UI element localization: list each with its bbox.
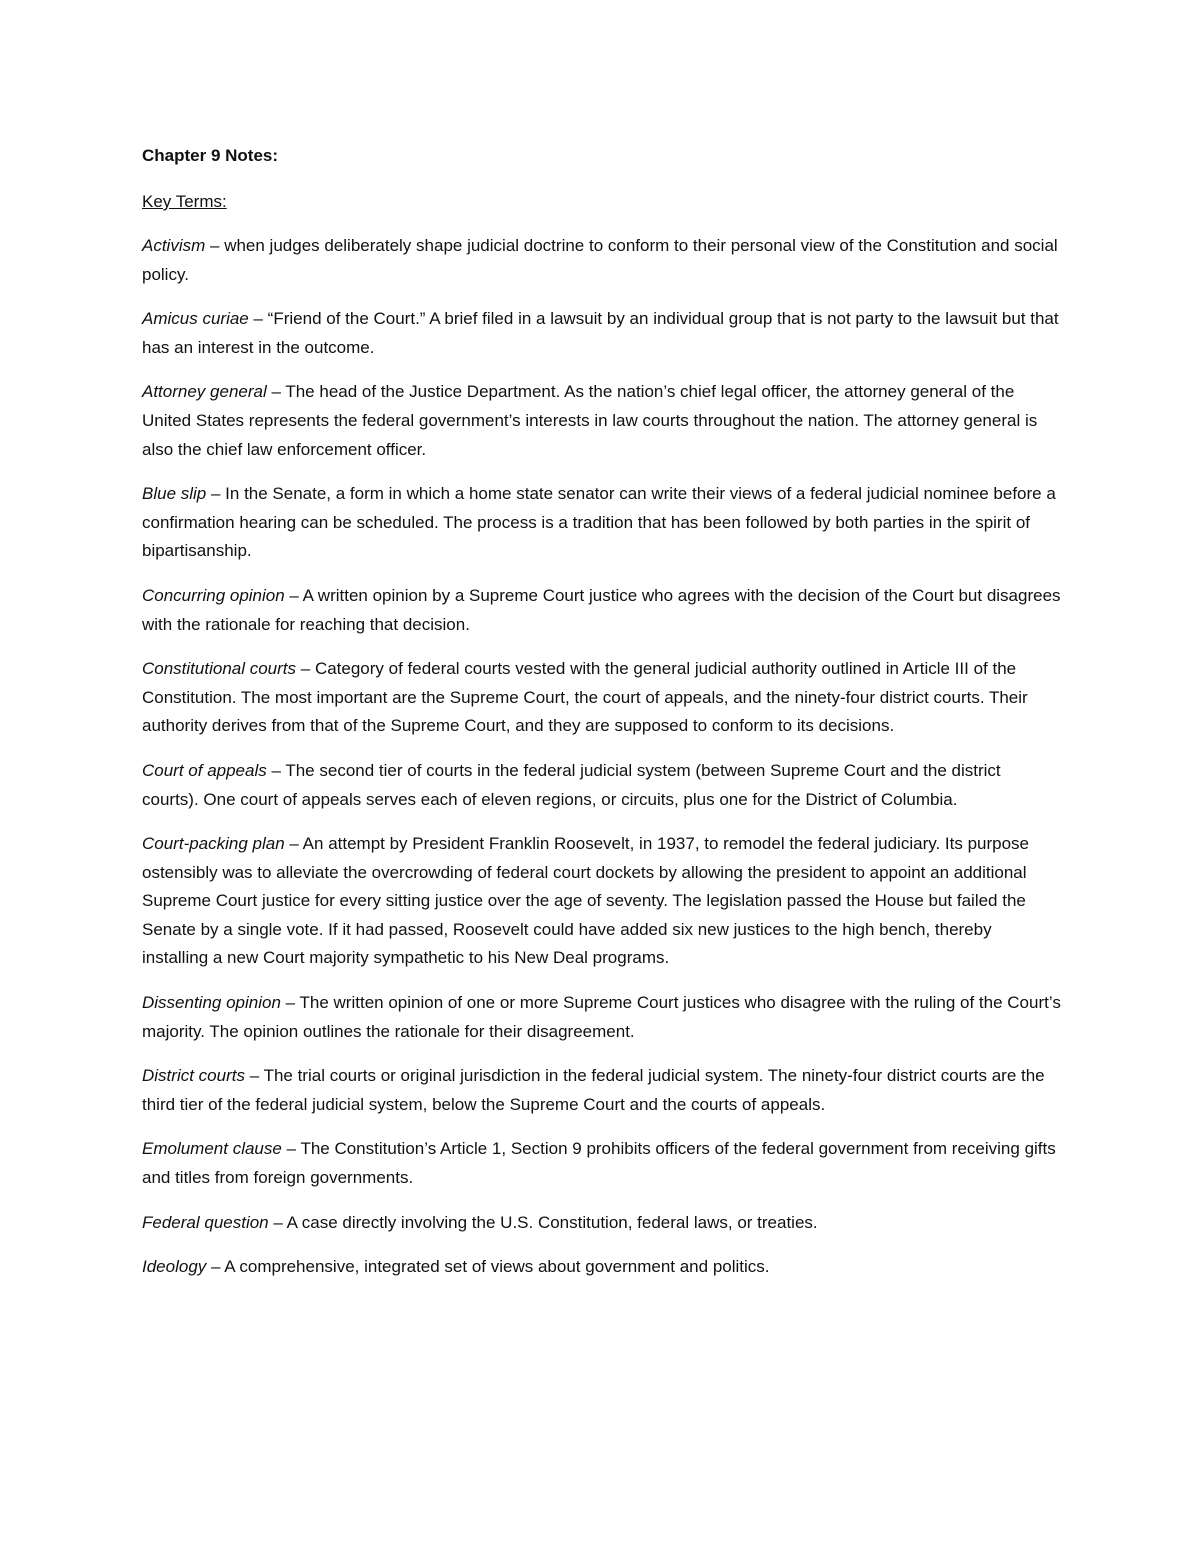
term-name: District courts <box>142 1066 245 1086</box>
term-name: Attorney general <box>142 382 267 402</box>
term-definition: A comprehensive, integrated set of views about government and politics. <box>224 1257 770 1277</box>
term-entry <box>142 305 1062 362</box>
term-definition: The written opinion of one or more Supreme Court justices who disagree with the ruling of the Court’s majority. The opinion outlines the rationale for their disagreement. <box>142 993 1061 1041</box>
term-entry <box>142 757 1062 814</box>
term-separator: – <box>206 1257 225 1277</box>
term-definition: An attempt by President Franklin Roosevelt, in 1937, to remodel the federal judiciary. Its purpose ostensibly was to alleviate the overcrowding of federal court dockets by allowing the president to appoint an additional Supreme Court justice for every sitting justice over the age of seventy. The legislation passed the House but failed the Senate by a single vote. If it had passed, Roosevelt could have added six new justices to the high bench, thereby installing a new Court majority sympathetic to his New Deal programs. <box>142 834 1030 968</box>
term-entry <box>142 655 1062 741</box>
term-name: Constitutional courts <box>142 659 297 679</box>
term-entry <box>142 989 1062 1046</box>
term-definition: The head of the Justice Department. As the nation’s chief legal officer, the attorney general of the United States represents the federal government’s interests in law courts throughout the nation. The attorney general is also the chief law enforcement officer. <box>142 382 1038 459</box>
term-name: Amicus curiae <box>142 309 249 329</box>
document-page <box>142 142 1062 1298</box>
term-entry <box>142 582 1062 639</box>
term-definition: The second tier of courts in the federal judicial system (between Supreme Court and the district courts). One court of appeals serves each of eleven regions, or circuits, plus one for the District of Columbia. <box>142 760 1001 809</box>
term-separator: – <box>266 760 286 780</box>
term-definition: The Constitution’s Article 1, Section 9 prohibits officers of the federal government from receiving gifts and titles from foreign governments. <box>142 1139 1056 1188</box>
term-separator: – <box>281 1139 301 1159</box>
term-entry <box>142 1253 1062 1282</box>
term-entry <box>142 378 1062 464</box>
term-separator: – <box>284 834 303 854</box>
section-heading: Key Terms: <box>142 192 227 211</box>
term-separator: – <box>206 484 226 504</box>
term-entry <box>142 830 1062 973</box>
document-title: Chapter 9 Notes: <box>142 146 279 165</box>
term-separator: – <box>266 382 286 402</box>
term-separator: – <box>205 236 225 255</box>
term-name: Court of appeals <box>142 760 267 780</box>
term-separator: – <box>248 309 268 329</box>
term-definition: A case directly involving the U.S. Constitution, federal laws, or treaties. <box>286 1212 818 1232</box>
term-definition: “Friend of the Court.” A brief filed in a lawsuit by an individual group that is not party to the lawsuit but that has an interest in the outcome. <box>142 309 1059 357</box>
term-name: Blue slip <box>142 484 207 504</box>
term-entry <box>142 1135 1062 1192</box>
term-name: Federal question <box>142 1212 269 1232</box>
term-definition: when judges deliberately shape judicial doctrine to conform to their personal view of the Constitution and social policy. <box>142 236 1058 284</box>
term-definition: Category of federal courts vested with the general judicial authority outlined in Article III of the Constitution. The most important are the Supreme Court, the court of appeals, and the ninety-four district courts. Their authority derives from that of the Supreme Court, and they are supposed to conform to its decisions. <box>142 659 1028 736</box>
term-name: Emolument clause <box>142 1139 282 1159</box>
term-separator: – <box>296 659 315 679</box>
term-definition: A written opinion by a Supreme Court justice who agrees with the decision of the Court but disagrees with the rationale for reaching that decision. <box>142 585 1061 634</box>
term-entry <box>142 232 1062 289</box>
term-definition: In the Senate, a form in which a home state senator can write their views of a federal judicial nominee before a confirmation hearing can be scheduled. The process is a tradition that has been followed by both parties in the spirit of bipartisanship. <box>142 484 1056 561</box>
term-entry <box>142 480 1062 566</box>
term-name: Activism <box>142 236 206 255</box>
term-separator: – <box>280 993 300 1013</box>
term-entry <box>142 1209 1062 1238</box>
term-definition: The trial courts or original jurisdiction in the federal judicial system. The ninety-four district courts are the third tier of the federal judicial system, below the Supreme Court and the courts of appeals. <box>142 1066 1045 1114</box>
term-name: Court-packing plan <box>142 834 285 854</box>
term-entry <box>142 1062 1062 1119</box>
term-separator: – <box>244 1066 264 1086</box>
term-separator: – <box>284 585 303 605</box>
term-name: Dissenting opinion <box>142 993 281 1013</box>
term-name: Concurring opinion <box>142 585 285 605</box>
term-separator: – <box>268 1212 287 1232</box>
term-name: Ideology <box>142 1257 207 1277</box>
